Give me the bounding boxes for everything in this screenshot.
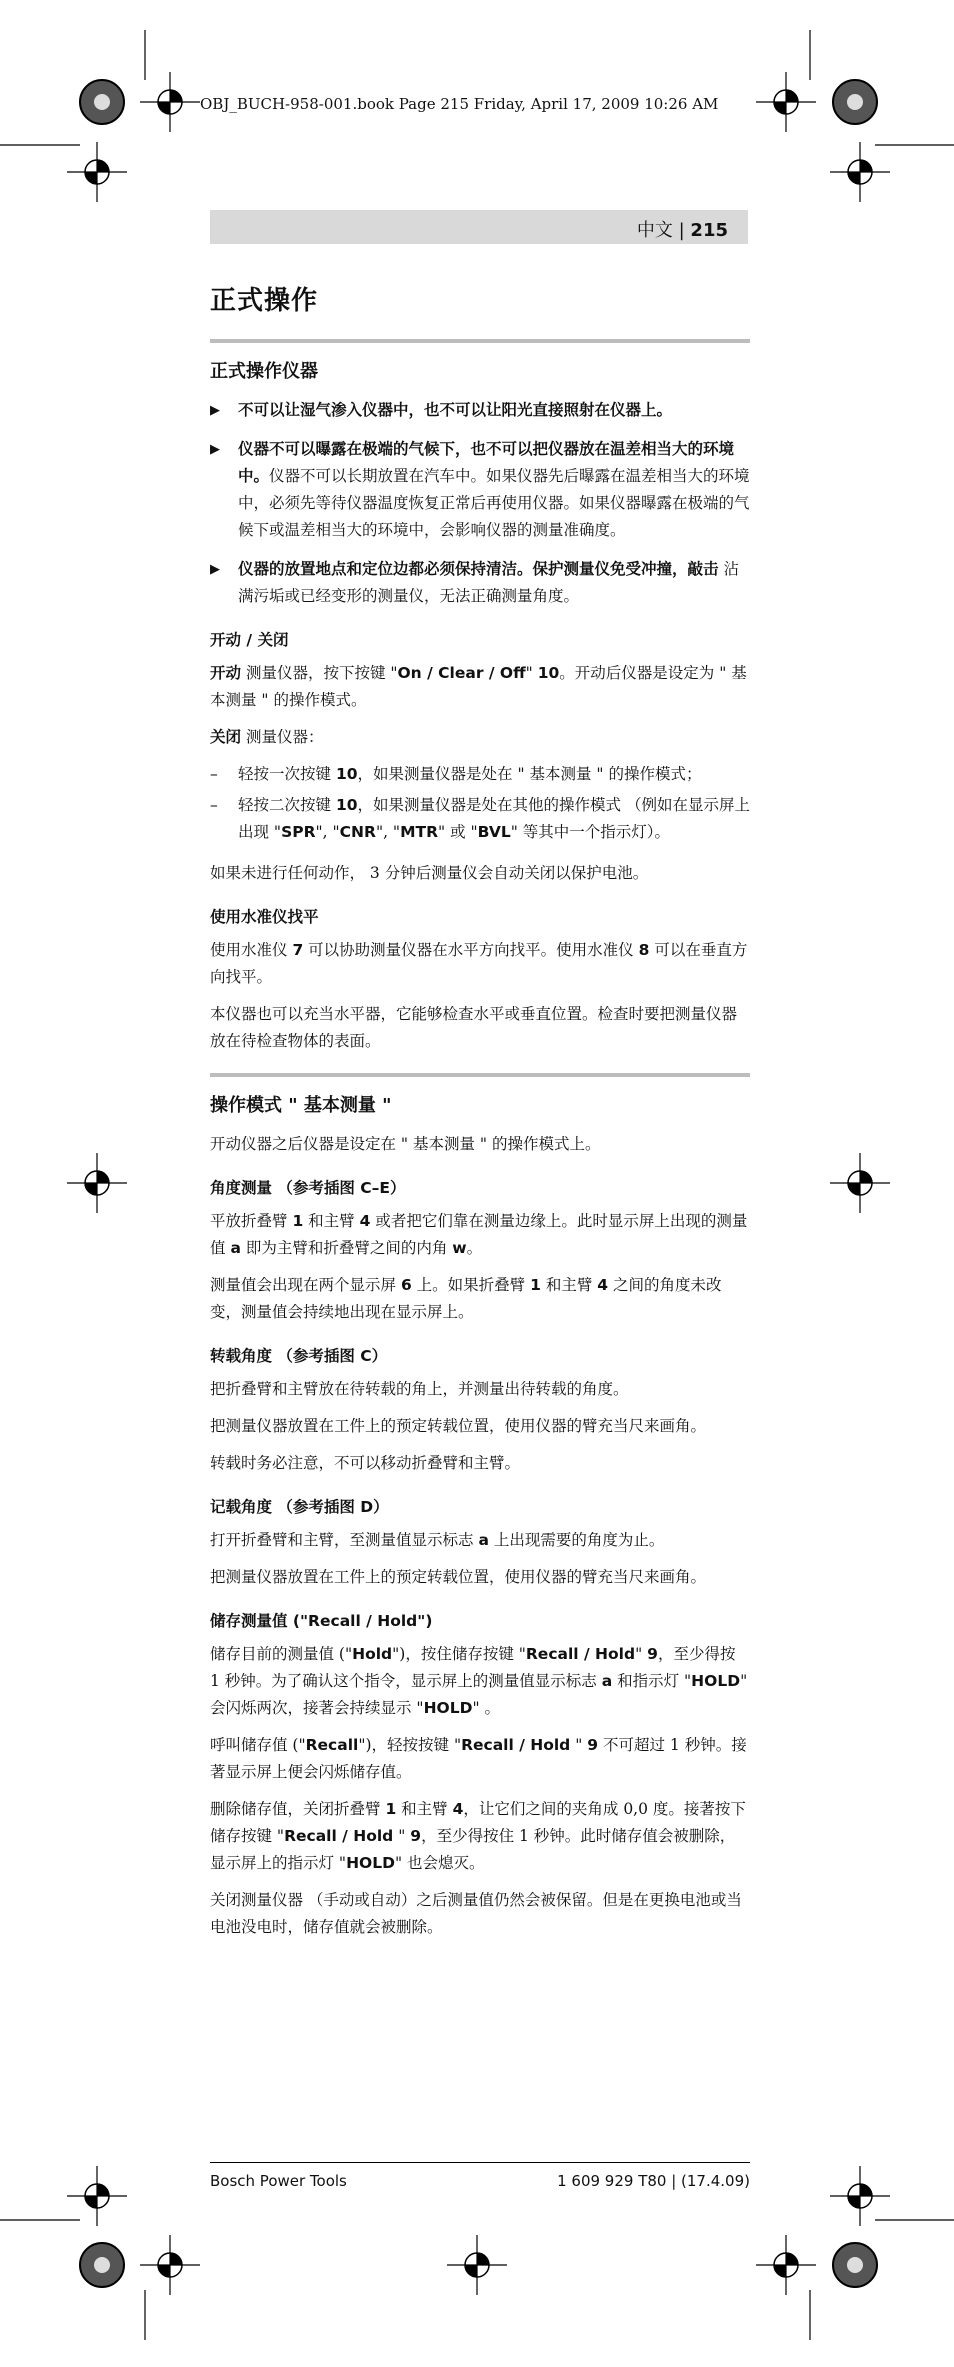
paragraph: 使用水准仪 7 可以协助测量仪器在水平方向找平。使用水准仪 8 可以在垂直方向找平。 bbox=[210, 941, 748, 986]
footer-rule bbox=[210, 2162, 750, 2163]
section-heading-basic-mode: 操作模式 " 基本测量 " bbox=[210, 1095, 392, 1116]
paragraph: 关闭 测量仪器： bbox=[210, 728, 324, 746]
paragraph: 测量值会出现在两个显示屏 6 上。如果折叠臂 1 和主臂 4 之间的角度未改变，测量值会持续地出现在显示屏上。 bbox=[210, 1276, 722, 1321]
subheading-record-angle: 记载角度 （参考插图 D） bbox=[210, 1498, 389, 1516]
subheading-on-off: 开动 / 关闭 bbox=[210, 631, 289, 649]
paragraph: 开动 测量仪器，按下按键 "On / Clear / Off" 10。开动后仪器是设定为 " 基本测量 " 的操作模式。 bbox=[210, 664, 747, 709]
dash-item: – 轻按二次按键 10，如果测量仪器是处在其他的操作模式 （例如在显示屏上出现 "SPR", "CNR", "MTR" 或 "BVL" 等其中一个指示灯）。 bbox=[210, 796, 750, 841]
paragraph: 储存目前的测量值 ("Hold")，按住储存按键 "Recall / Hold" 9，至少得按 1 秒钟。为了确认这个指令，显示屏上的测量值显示标志 a 和指示灯 "HOLD" 会闪烁两次，接著会持续显示 "HOLD" 。 bbox=[210, 1645, 748, 1717]
page-title: 正式操作 bbox=[210, 286, 319, 316]
bullet-item: ▶ 仪器的放置地点和定位边都必须保持清洁。保护测量仪免受冲撞，敲击 沾满污垢或已经变形的测量仪，无法正确测量角度。 bbox=[210, 556, 750, 610]
subheading-angle-measurement: 角度测量 （参考插图 C–E） bbox=[210, 1179, 406, 1197]
bullet-item: ▶ 不可以让湿气渗入仪器中，也不可以让阳光直接照射在仪器上。 bbox=[210, 397, 750, 424]
page-header-text: 中文 | 215 bbox=[636, 220, 728, 241]
paragraph: 本仪器也可以充当水平器，它能够检查水平或垂直位置。检查时要把测量仪器放在待检查物体的表面。 bbox=[210, 1005, 738, 1050]
paragraph: 平放折叠臂 1 和主臂 4 或者把它们靠在测量边缘上。此时显示屏上出现的测量值 a 即为主臂和折叠臂之间的内角 w。 bbox=[210, 1212, 748, 1257]
subheading-level: 使用水准仪找平 bbox=[210, 908, 319, 926]
dash-item: – 轻按一次按键 10，如果测量仪器是处在 " 基本测量 " 的操作模式； bbox=[210, 765, 702, 783]
page-number: 215 bbox=[690, 220, 728, 241]
paragraph: 把测量仪器放置在工件上的预定转载位置，使用仪器的臂充当尺来画角。 bbox=[210, 1417, 707, 1435]
paragraph: 打开折叠臂和主臂，至测量值显示标志 a 上出现需要的角度为止。 bbox=[210, 1531, 665, 1549]
section-rule bbox=[210, 1073, 750, 1077]
paragraph: 如果未进行任何动作， 3 分钟后测量仪会自动关闭以保护电池。 bbox=[210, 864, 649, 882]
triangle-bullet-icon: ▶ bbox=[210, 442, 220, 457]
print-header-line: OBJ_BUCH-958-001.book Page 215 Friday, April 17, 2009 10:26 AM bbox=[200, 95, 719, 113]
section-heading-operation: 正式操作仪器 bbox=[210, 361, 318, 382]
paragraph: 把测量仪器放置在工件上的预定转载位置，使用仪器的臂充当尺来画角。 bbox=[210, 1568, 707, 1586]
triangle-bullet-icon: ▶ bbox=[210, 403, 220, 418]
subheading-store-values: 储存测量值 ("Recall / Hold") bbox=[210, 1612, 433, 1630]
paragraph: 转载时务必注意，不可以移动折叠臂和主臂。 bbox=[210, 1454, 521, 1472]
page-content bbox=[210, 280, 750, 1951]
section-rule bbox=[210, 339, 750, 343]
header-language: 中文 bbox=[636, 220, 673, 241]
paragraph: 把折叠臂和主臂放在待转载的角上，并测量出待转载的角度。 bbox=[210, 1380, 629, 1398]
subheading-transfer-angle: 转载角度 （参考插图 C） bbox=[210, 1347, 388, 1365]
paragraph: 开动仪器之后仪器是设定在 " 基本测量 " 的操作模式上。 bbox=[210, 1135, 601, 1153]
footer-brand: Bosch Power Tools bbox=[210, 2172, 347, 2190]
paragraph: 呼叫储存值 ("Recall")，轻按按键 "Recall / Hold " 9 不可超过 1 秒钟。接著显示屏上便会闪烁储存值。 bbox=[210, 1736, 747, 1781]
paragraph: 关闭测量仪器 （手动或自动）之后测量值仍然会被保留。但是在更换电池或当电池没电时，储存值就会被删除。 bbox=[210, 1891, 742, 1936]
triangle-bullet-icon: ▶ bbox=[210, 562, 220, 577]
footer-doc-number: 1 609 929 T80 | (17.4.09) bbox=[557, 2172, 750, 2190]
bullet-item: ▶ 仪器不可以曝露在极端的气候下，也不可以把仪器放在温差相当大的环境中。仪器不可以长期放置在汽车中。如果仪器先后曝露在温差相当大的环境中，必须先等待仪器温度恢复正常后再使用仪器。如果仪器曝露在极端的气候下或温差相当大的环境中，会影响仪器的测量准确度。 bbox=[210, 436, 750, 544]
paragraph: 删除储存值，关闭折叠臂 1 和主臂 4，让它们之间的夹角成 0,0 度。接著按下储存按键 "Recall / Hold " 9，至少得按住 1 秒钟。此时储存值会被删除，显示屏上的指示灯 "HOLD" 也会熄灭。 bbox=[210, 1800, 746, 1872]
page-header-bar bbox=[210, 210, 748, 244]
